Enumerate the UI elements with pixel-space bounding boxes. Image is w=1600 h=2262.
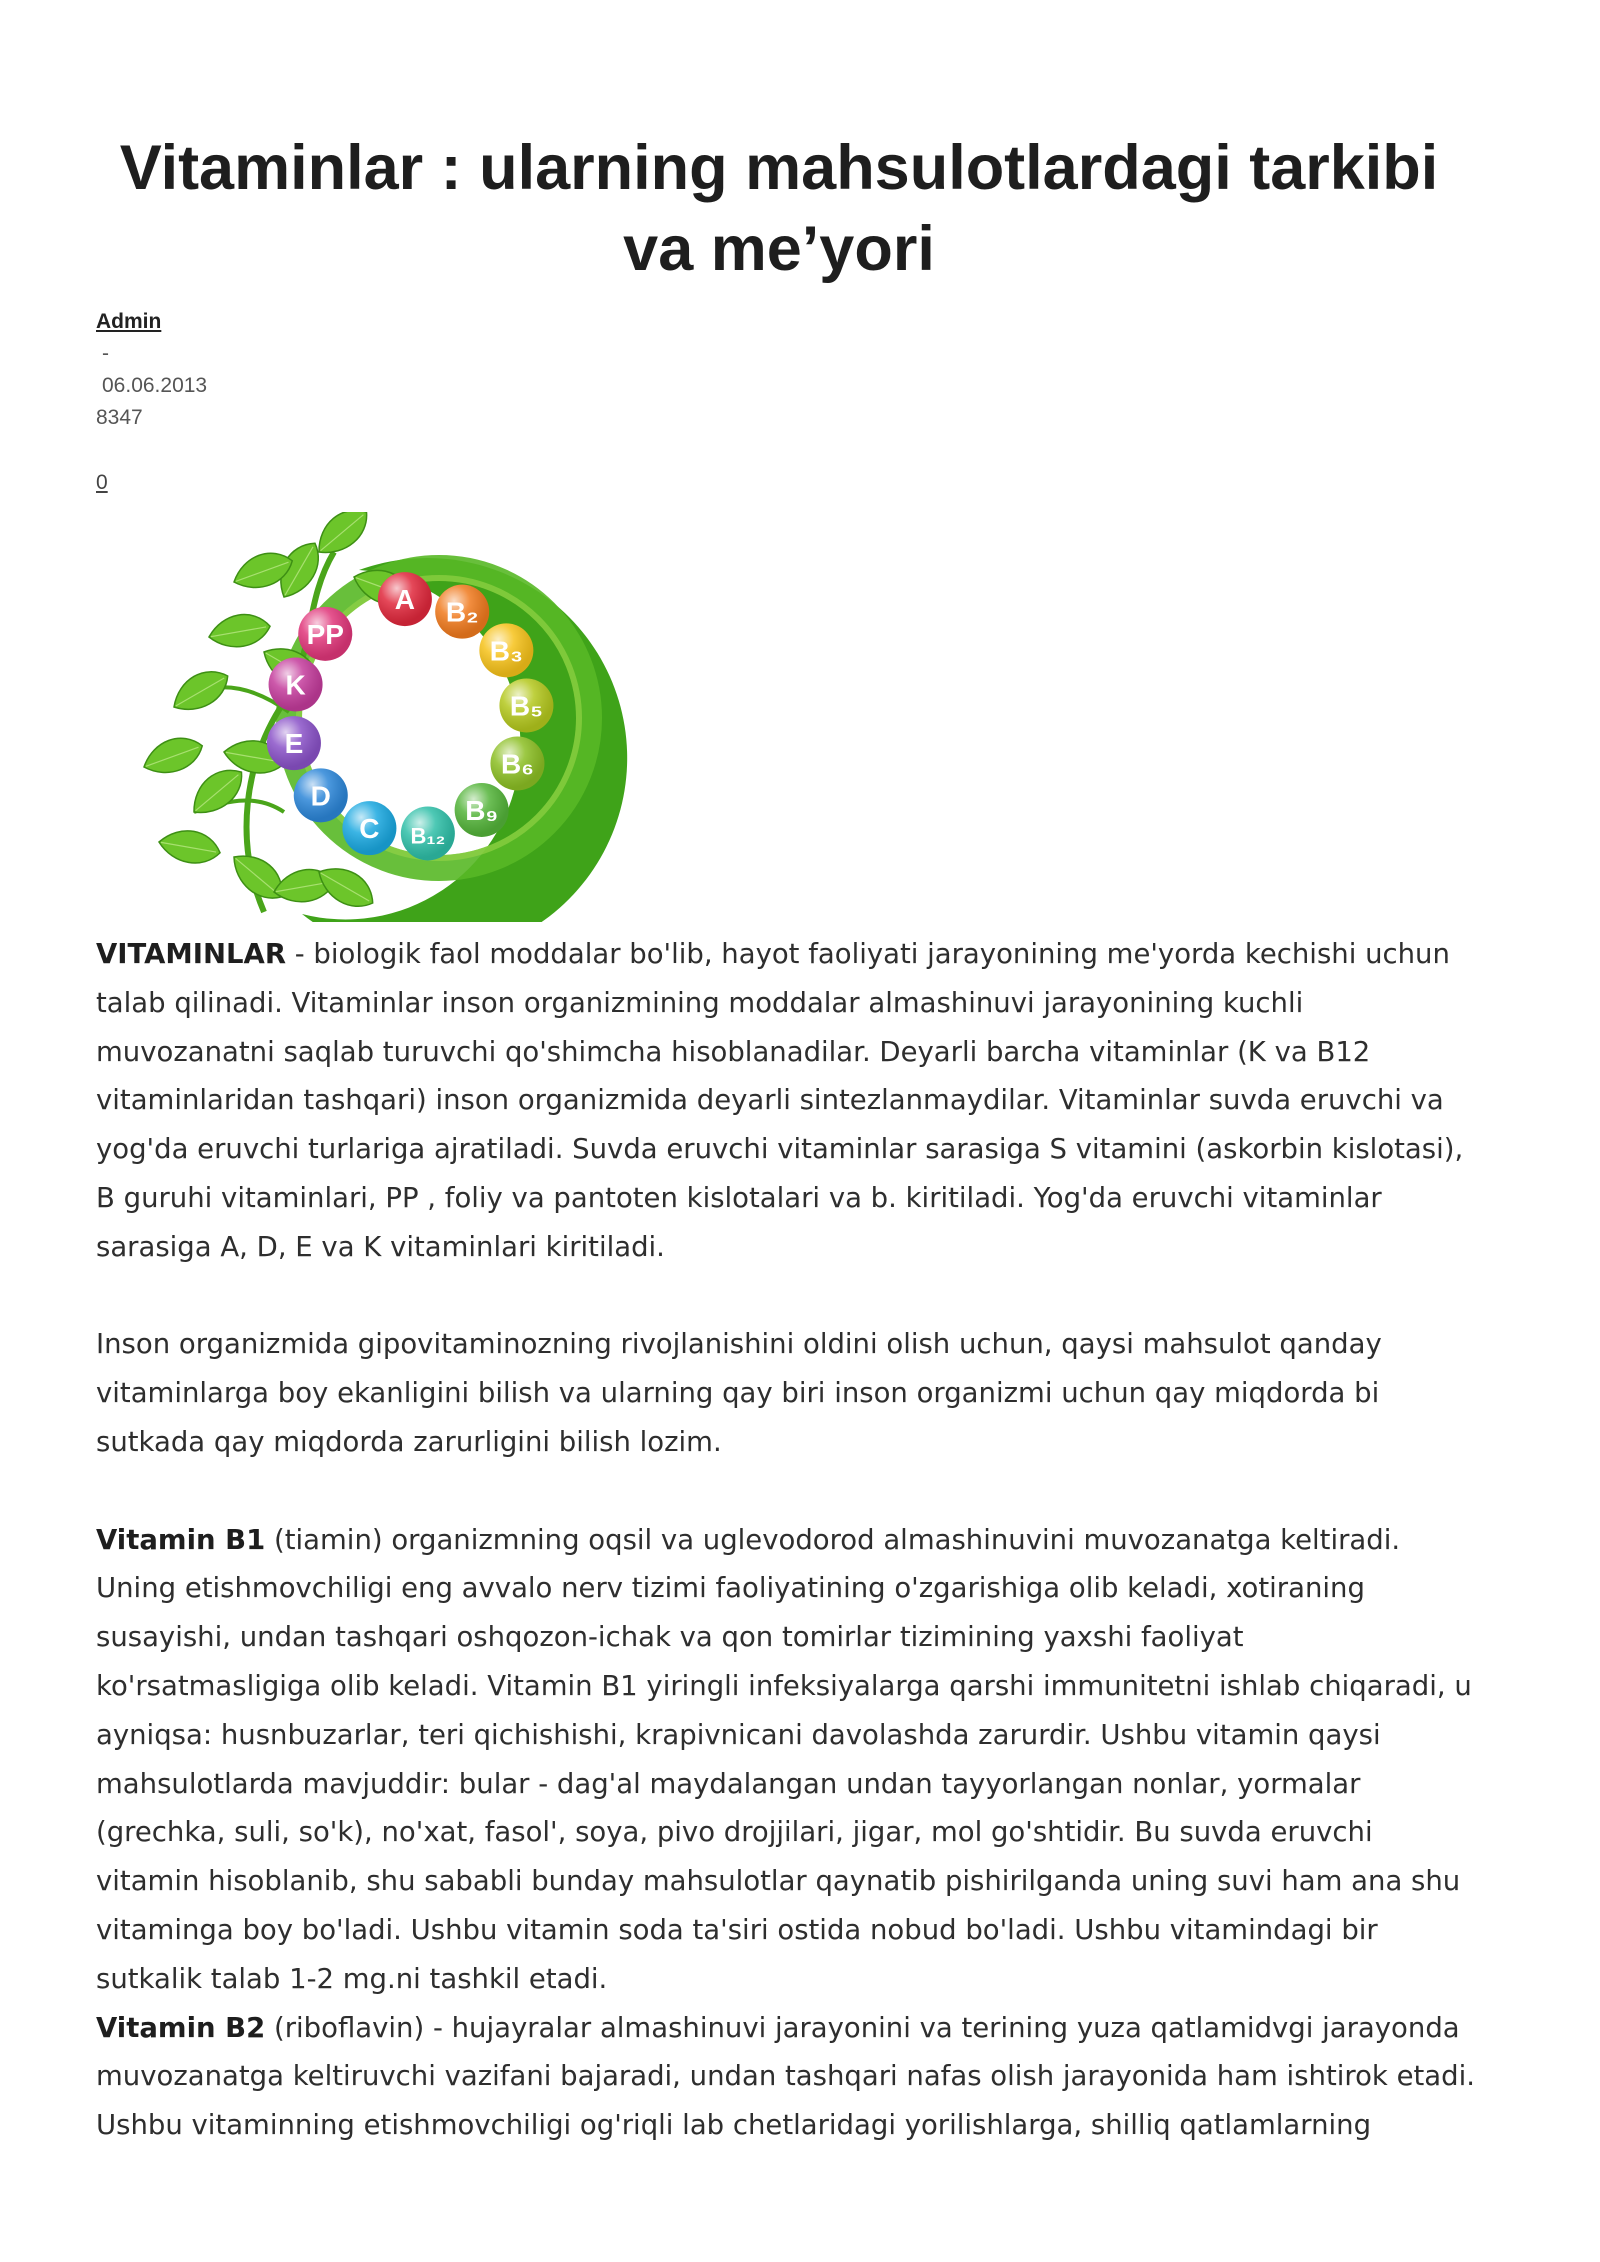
paragraph-vitamin-b1 bbox=[96, 1516, 1476, 2004]
comments-count-link[interactable]: 0 bbox=[96, 471, 108, 494]
vitamin-bubble-label: A bbox=[394, 584, 415, 616]
paragraph-intro bbox=[96, 930, 1476, 1272]
vitamin-bubble bbox=[401, 806, 455, 860]
vitamin-bubble-label: B₃ bbox=[489, 635, 523, 667]
vitamins-illustration bbox=[114, 512, 634, 922]
vitamin-bubble bbox=[342, 801, 396, 855]
leaf bbox=[138, 730, 207, 781]
vitamin-bubble bbox=[490, 736, 544, 790]
vitamin-bubble-label: B₅ bbox=[509, 690, 543, 722]
term-vitamin-b1: Vitamin B1 bbox=[96, 1523, 266, 1556]
paragraph-vitamin-b2 bbox=[96, 2004, 1476, 2150]
vitamin-bubble bbox=[499, 678, 553, 732]
meta-separator: - bbox=[102, 342, 109, 365]
term-vitaminlar: VITAMINLAR bbox=[96, 938, 287, 970]
view-count: 8347 bbox=[96, 406, 143, 429]
publish-date: 06.06.2013 bbox=[102, 374, 208, 397]
vitamin-bubble-label: B₆ bbox=[500, 748, 534, 780]
paragraph-hypovitaminosis: Inson organizmida gipovitaminozning rivojlanishini oldini olish uchun, qaysi mahsulot qanday vitaminlarga boy ekanligini bilish va ularning qay biri inson organizmi uchun qay miqdorda bi sutkada qay miqdorda zarurligini bilish lozim. bbox=[96, 1328, 1382, 1458]
vitamin-bubble-label: PP bbox=[306, 618, 344, 650]
paragraph-vitamin-b2-text: (riboflavin) - hujayralar almashinuvi jarayonini va terining yuza qatlamidvgi jarayonda muvozanatga keltiruvchi vazifani bajaradi, undan tashqari nafas olish jarayonida ham ishtirok etadi. Ushbu vitaminning etishmovchiligi og'riqli lab chetlaridagi yorilishlarga, shilliq qatlamlarning bbox=[96, 2011, 1475, 2142]
article-title: Vitaminlar : ularning mahsulotlardagi tarkibi va me’yori bbox=[119, 133, 1439, 284]
leaf bbox=[206, 610, 273, 652]
vitamin-bubble bbox=[294, 768, 348, 822]
leaf bbox=[166, 662, 235, 720]
vitamin-bubble bbox=[378, 572, 432, 626]
article-meta bbox=[96, 306, 207, 434]
vitamin-bubble-label: K bbox=[285, 669, 306, 701]
vitamin-bubble-label: E bbox=[284, 728, 304, 760]
term-vitamin-b2: Vitamin B2 bbox=[96, 2011, 266, 2044]
paragraph-vitamin-b1-text: (tiamin) organizmning oqsil va uglevodorod almashinuvini muvozanatga keltiradi. Uning etishmovchiligi eng avvalo nerv tizimi faoliyatining o'zgarishiga olib keladi, xotiraning susayishi, undan tashqari oshqozon-ichak va qon tomirlar tizimining yaxshi faoliyat ko'rsatmasligiga olib keladi. Vitamin B1 yiringli infeksiyalarga qarshi immunitetni ishlab chiqaradi, u ayniqsa: husnbuzarlar, teri qichishishi, krapivnicani davolashda zarurdir. Ushbu vitamin qaysi mahsulotlarda mavjuddir: bular - dag'al maydalangan undan tayyorlangan nonlar, yormalar (grechka, suli, so'k), no'xat, fasol', soya, pivo drojjilari, jigar, mol go'shtidir. Bu suvda eruvchi vitamin hisoblanib, shu sababli bunday mahsulotlar qaynatib pishirilganda uning suvi ham ana shu vitaminga boy bo'ladi. Ushbu vitamin soda ta'siri ostida nobud bo'ladi. Ushbu vitamindagi bir sutkalik talab 1-2 mg.ni tashkil etadi. bbox=[96, 1523, 1472, 1995]
vitamin-bubble bbox=[435, 585, 489, 639]
vitamin-bubble bbox=[267, 716, 321, 770]
vitamin-bubble-label: B₉ bbox=[465, 794, 499, 826]
leaf bbox=[183, 760, 251, 824]
leaf bbox=[156, 826, 223, 868]
vitamin-bubble bbox=[298, 607, 352, 661]
author-link[interactable]: Admin bbox=[96, 310, 162, 333]
vitamin-bubble-label: C bbox=[359, 813, 380, 845]
article-body bbox=[96, 930, 1476, 2150]
vitamin-bubble bbox=[455, 783, 509, 837]
vitamin-bubble bbox=[479, 623, 533, 677]
vitamin-bubble-label: D bbox=[310, 780, 331, 812]
vitamin-bubble bbox=[269, 657, 323, 711]
vitamin-bubble-label: B₂ bbox=[445, 596, 479, 628]
vitamin-bubble-label: B₁₂ bbox=[410, 823, 446, 849]
paragraph-intro-text: - biologik faol moddalar bo'lib, hayot faoliyati jarayonining me'yorda kechishi uchun talab qilinadi. Vitaminlar inson organizmining moddalar almashinuvi jarayonining kuchli muvozanatni saqlab turuvchi qo'shimcha hisoblanadilar. Deyarli barcha vitaminlar (K va B12 vitaminlaridan tashqari) inson organizmida deyarli sintezlanmaydilar. Vitaminlar suvda eruvchi va yog'da eruvchi turlariga ajratiladi. Suvda eruvchi vitaminlar sarasiga S vitamini (askorbin kislotasi), B guruhi vitaminlari, PP , foliy va pantoten kislotalari va b. kiritiladi. Yog'da eruvchi vitaminlar sarasiga A, D, E va K vitaminlari kiritiladi. bbox=[96, 938, 1464, 1263]
